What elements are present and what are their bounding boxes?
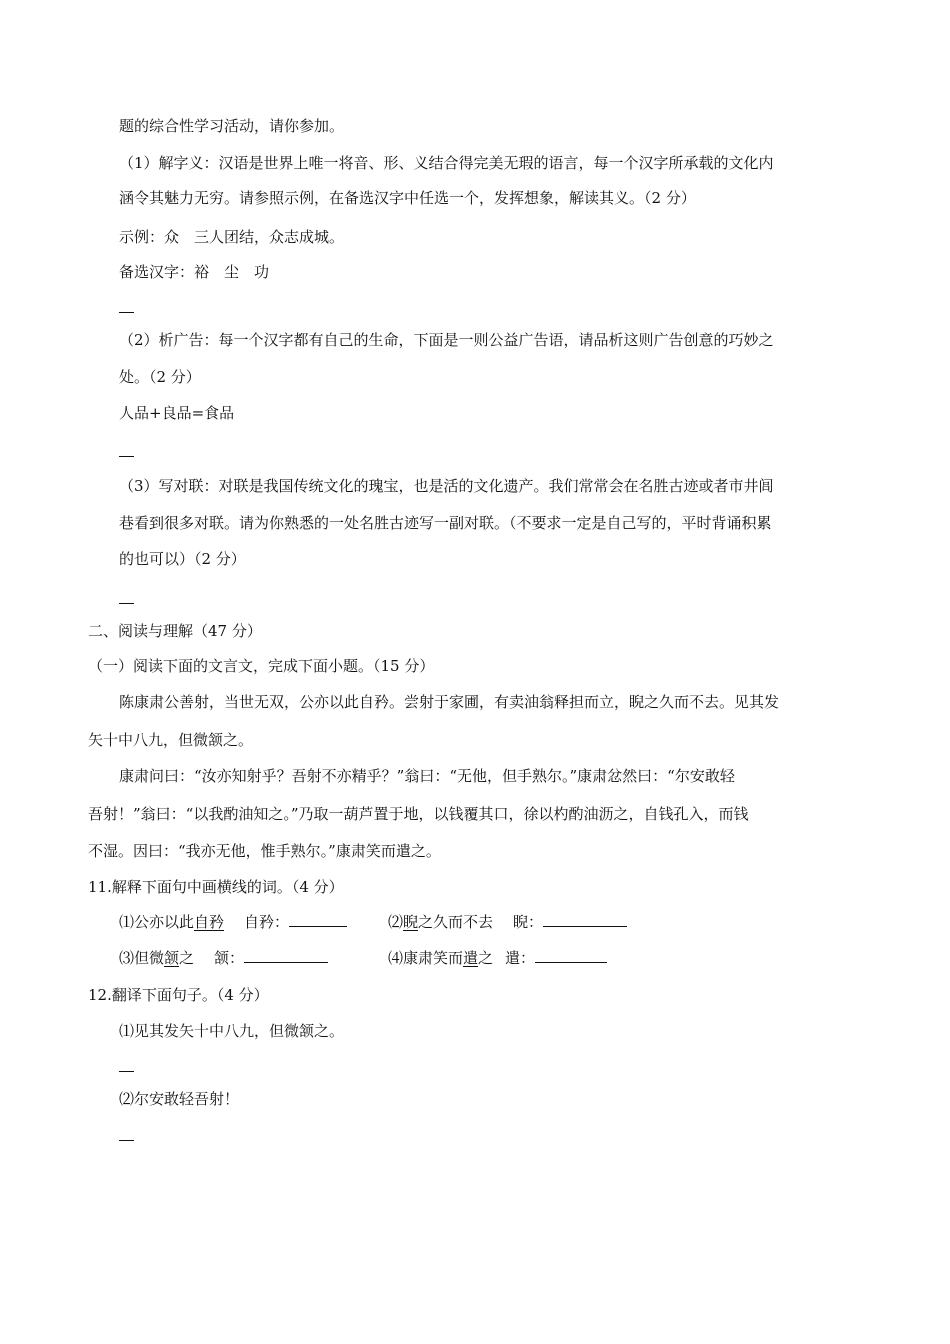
q11-item4-label: 遣： [505,949,536,967]
q12-sentence2: ⑵尔安敢轻吾射！ [119,1090,240,1108]
q1-answer-line[interactable] [119,312,134,313]
q1-example: 示例：众 三人团结，众志成城。 [119,228,345,246]
q11-item3-post: 之 [179,949,195,967]
q11-item2-post: 之久而不去 [418,913,494,931]
passage-p2b: 吾射！”翁曰：“以我酌油知之。”乃取一葫芦置于地，以钱覆其口，徐以杓酌油沥之，自钱孔入，而钱 [88,805,749,823]
q11-item3-label: 颔： [214,949,245,967]
q3-answer-line[interactable] [119,603,134,604]
q11-item1-word: 自矜 [194,913,225,931]
q11-item1-label: 自矜： [244,913,290,931]
passage-p2c: 不湿。因曰：“我亦无他，惟手熟尔。”康肃笑而遣之。 [88,842,441,860]
q11-item4-post: 之 [478,949,494,967]
q11-item3 [119,947,328,968]
q11-item3-pre: ⑶但微 [119,949,165,967]
q12-answer-line-1[interactable] [119,1071,134,1072]
q12-sentence1: ⑴见其发矢十中八九，但微颔之。 [119,1022,345,1040]
q11-item4 [388,947,607,968]
q12-title: 12.翻译下面句子。（4 分） [88,986,269,1004]
q3-line2: 巷看到很多对联。请为你熟悉的一处名胜古迹写一副对联。（不要求一定是自己写的，平时背诵积累 [119,514,772,532]
q11-item2 [388,911,627,932]
q3-line3: 的也可以）（2 分） [119,550,246,568]
q11-item3-word: 颔 [164,949,180,967]
q1-line1: （1）解字义：汉语是世界上唯一将音、形、义结合得完美无瑕的语言，每一个汉字所承载的文化内 [119,154,774,172]
section2-heading: 二、阅读与理解（47 分） [88,622,262,640]
q11-item3-blank[interactable] [244,947,328,963]
q2-line2: 处。（2 分） [119,368,201,386]
passage-p1b: 矢十中八九，但微颔之。 [88,731,254,749]
q2-ad: 人品+良品=食品 [119,404,235,422]
q1-choices: 备选汉字：裕 尘 功 [119,263,270,281]
q12-answer-line-2[interactable] [119,1140,134,1141]
q11-item4-blank[interactable] [535,947,607,963]
q11-item1-pre: ⑴公亦以此 [119,913,195,931]
q11-item2-pre: ⑵ [388,913,404,931]
passage-p1a: 陈康肃公善射，当世无双，公亦以此自矜。尝射于家圃，有卖油翁释担而立，睨之久而不去。见其发 [119,693,780,711]
passage-p2a: 康肃问曰：“汝亦知射乎？吾射不亦精乎？”翁曰：“无他，但手熟尔。”康肃忿然曰：“尔安敢轻 [119,767,735,785]
q2-answer-line[interactable] [119,456,134,457]
part1-heading: （一）阅读下面的文言文，完成下面小题。（15 分） [88,657,435,675]
q3-line1: （3）写对联：对联是我国传统文化的瑰宝，也是活的文化遗产。我们常常会在名胜古迹或者市井闾 [119,477,774,495]
q2-line1: （2）析广告：每一个汉字都有自己的生命，下面是一则公益广告语，请品析这则广告创意的巧妙之 [119,331,774,349]
q11-item2-label: 睨： [513,913,544,931]
q1-line2: 涵令其魅力无穷。请参照示例，在备选汉字中任选一个，发挥想象，解读其义。（2 分） [119,189,696,207]
q11-item4-pre: ⑷康肃笑而 [388,949,464,967]
q11-item2-word: 睨 [403,913,419,931]
q11-item1-blank[interactable] [289,911,347,927]
q11-title: 11.解释下面句中画横线的词。（4 分） [88,878,344,896]
q11-item2-blank[interactable] [543,911,627,927]
q11-item4-word: 遣 [463,949,479,967]
q11-item1 [119,911,347,932]
intro-line: 题的综合性学习活动，请你参加。 [119,117,345,135]
